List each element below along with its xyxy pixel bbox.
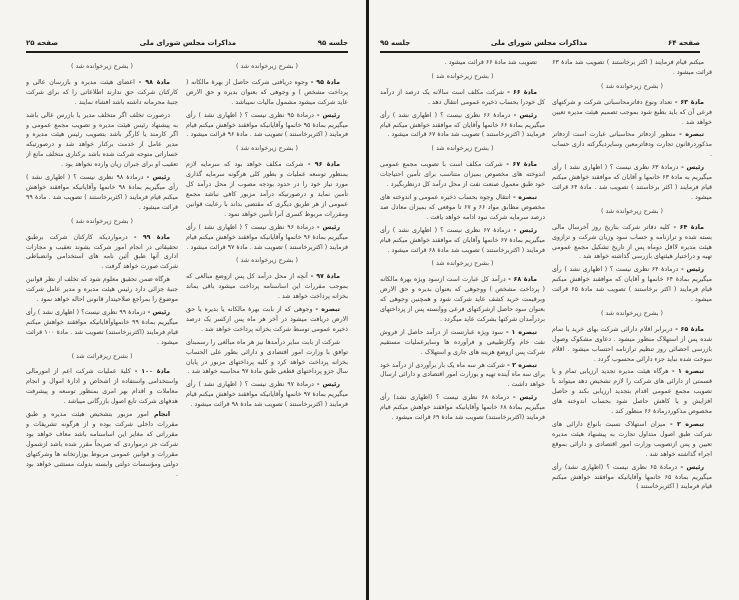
paragraph-text: کلیهٔ عملیات شرکت اعم از امورمالی واستخدامی واستفاده از اشخاص و ادارهٔ اموال و انجام معاملات و اقدام بهر امری بمنظور توسعه و پیشرفت هدفهای شرکت تابع اصول بازرگانی میباشد . [26,368,178,406]
header-rule [380,51,700,53]
right-page-column-right [552,58,712,588]
paragraph [552,463,712,493]
paragraph-lead: رئیس - [509,394,537,402]
paragraph [380,160,545,190]
paragraph-lead: تبصره ۱ - [668,368,705,376]
paragraph-text: دربرابر اقلام دارائی شرکت بهای خرید یا تمام شده پس از استهلاک منظور میشود . دعاوی مشکوک وصول بازرسی احصائی روز تنظیم ترازنامه احتساب میشود . اقلام سوخت شده نباید جزء دارائی محسوب گردد . [552,325,712,363]
paragraph [186,338,348,378]
paragraph-lead: مادهٔ ۶۳ - [672,98,705,106]
paragraph [380,328,545,358]
paragraph-text: امور مزبور بتشخیص هیئت مدیره و طبق مقررات داخلی شرکت بوده و از هرگونه تشریفات و مقرراتی که مغایر این اساسنامه باشد معاف خواهد بود شرکت جز درمواردی که صریحاً مقرر شده باشد ازشمول مقررات و قوانین عمومی مربوط بوزارتخانه ها وشرکتهای دولتی ومؤسسات دولتی وابسته بدولت مستثنی خواهد بود . [26,411,178,478]
paragraph [552,265,712,305]
right-page-column-left [380,58,545,588]
paragraph-text: شرکت مکلف است سالانه یک درصد از درآمد کل خودرا بحساب ذخیره عمومی انتقال دهد . [380,88,545,106]
paragraph-lead: رئیس - [145,308,170,316]
paragraph-text: شرکت مکلف خواهد بود که سرمایه لازم بمنظور توسعه عملیات و بطور کلی هرگونه سرمایه گذاری مورد نیاز خود را در حدود بودجه مصوب از محل درآمد کل تأمین نماید و درصورتیکه درآمد مزبور کافی نباشد مجمع عمومی از هر طریق دیگری که مقتضی بداند با رعایت قوانین ومقررات مربوط کسری آنرا تأمین خواهد نمود . [186,161,348,218]
paragraph-lead: رئیس - [313,381,340,389]
paragraph [26,233,178,273]
paragraph-text: درمادهٔ ۶۶ نظری نیست ؟ ( اظهاری نشد ) رأی میگیریم بمادهٔ ۶۶ خانمها وآقایان که موافقند خواهش میکنم قیام فرمایند ( اکثربرخاستند ) تصویب شد مادهٔ ۶۷ قرائت میشود . [380,111,545,139]
reading-note: ( بشرح زیرخوانده شد ) [236,63,298,70]
paragraph-lead: مادهٔ ۶۸ - [505,276,537,284]
paragraph-lead: تبصره ۱ - [503,328,538,336]
paragraph [26,367,178,407]
paragraph-text: درمادهٔ ۹۹ نظری نیست؟ ( اظهاری نشد ) رأی میگیریم بمادهٔ ۹۹ خانمهاوآقایانیکه موافقند خواهش میکنم قیام فرمایند (اکثربرخاستند) تصویب شد . مادهٔ ۱۰۰ قرائت میشود . [26,308,178,346]
paragraph-text: درمادهٔ ۶۴ نظری نیست ؟ ( اظهاری نشد ) رأی میگیریم بمادهٔ ۶۴ خانمها و آقایان که موافقند خواهش میکنم قیام فرمایند ( اکثر برخاستند ) تصویب شد مادهٔ ۶۵ قرائت میشود . [552,266,712,304]
paragraph [380,88,545,108]
paragraph [26,410,178,479]
left-page-session: جلسه ۹۵ [317,39,348,47]
left-page-column-right [186,58,348,588]
paragraph-lead: مادهٔ ۹۵ - [307,78,341,86]
paragraph-text: درمادهٔ ۹۸ نظری نیست ؟ ( اظهاری نشد ) رأی میگیریم بمادهٔ ۹۸ خانمها وآقایانیکه موافقند خواهش میکنم قیام فرمایند ( اکثربرخاستند ) تصویب شد . مادهٔ ۹۹ قرائت میشود . [26,174,178,211]
left-page-title: مذاکرات مجلس شورای ملی [139,39,237,47]
paragraph [380,275,545,325]
paragraph-lead: تبصره ۲ - [504,361,538,369]
left-page-number: صفحه ۲۵ [26,39,59,47]
paragraph [552,58,712,78]
paragraph-text: شرکت مکلف است با تصویب مجمع عمومی اندوخته های مخصوص بمیزان متناسب برای تأمین احتیاجات خود طبق معمول صنعت نفت از محل درآمد کل درنظربگیرد . [380,161,545,189]
paragraph [552,223,712,263]
paragraph [380,111,545,141]
paragraph [380,58,545,68]
reading-note: ( بشرح زیرخوانده شد ) [601,207,663,215]
paragraph-text: میزان استهلاک نسبت بانواع دارائی های شرکت طبق اصول متداول تجارت به پیشنهاد هیئت مدیره تعیین و پس ازتصویب وزارت امور اقتصادی و دارائی بموقع اجراء گذاشته خواهد شد . [552,421,712,458]
paragraph-lead: رئیس - [678,164,704,172]
paragraph-lead: مادهٔ ۹۶ - [303,161,340,169]
left-page-running-head [26,36,348,50]
paragraph [380,361,545,391]
paragraph-text: درمواردیکه کارکنان شرکت برطبق تحقیقاتی در انجام امور شرکت بشوند تعقیب و مجازات اداری آنها طبق آئین نامه های استخدامی وانضباطی شرکت صورت خواهد گرفت . [26,233,178,271]
paragraph-lead: تبصره ۲ - [665,421,705,428]
paragraph-lead: رئیس - [678,266,704,274]
reading-note: ( بشرح زیرخوانده شد ) [431,260,494,268]
paragraph-text: درصورت تخلف اگر متخلف مدیر یا بازرس عالی باشد به پیشنهاد رئیس هیئت مدیره و تصویب مجمع عمومی و اگر کارمند یا کارگر باشد بتصویب رئیس هیئت مدیره و مدیر عامل از خدمت برکنار خواهد شد و درصورتیکه خساراتی متوجه شرکت شده باشد برکناری متخلف مانع از تعقیب او برای جبران زیان وارده نخواهد بود . [26,111,178,169]
paragraph [186,78,348,108]
paragraph [26,78,178,108]
paragraph [186,272,348,302]
paragraph-lead: تبصره - [312,306,340,314]
paragraph [552,367,712,417]
paragraph [552,420,712,460]
paragraph [552,98,712,128]
paragraph-text: وجوهی که از بابت بهرهٔ مالکانه یا بدیره یا حق الارض دریافت میشود در آخر هر ماه پس ازکسر یک درصد ذخیره عمومی توسط شرکت بخزانه پرداخت خواهد شد . [186,306,348,333]
paragraph-text: تصویب شد مادهٔ ۶۶ قرائت میشود . [444,59,537,66]
reading-note: ( بشرح زیرخوانده شد ) [236,145,298,153]
paragraph [186,305,348,335]
paragraph [186,160,348,219]
reading-note: ( بشرح زیرخوانده شد ) [71,217,133,225]
reading-note: ( بشرح زیرقرائت شد ) [71,352,133,360]
paragraph-lead: رئیس - [313,111,340,119]
paragraph-text: درمادهٔ ۹۵ نظری نیست ؟ ( اظهاری نشد ) رأی میگیریم بمادهٔ ۹۵ خانمها وآقایانیکه موافقند خواهش میکنم قیام فرمایند ( اکثربرخاستند ) تصویب شد . مادهٔ ۹۶ قرائت میشود . [186,111,348,139]
paragraph-lead: رئیس - [510,226,537,234]
paragraph-lead: مادهٔ ۶۵ - [672,325,705,333]
paragraph-lead: مادهٔ ۹۸ - [134,78,170,86]
left-page-column-left [26,58,178,588]
paragraph-text: وجوه دریافتی شرکت حاصل از بهرهٔ مالکانه ( پرداخت مشخص ) و وجوهی که بعنوان بدیره و حق الارض عاید شرکت میشود مشمول مالیات نمیباشد . [186,78,348,106]
reading-note: ( بشرح زیرخوانده شد ) [601,82,663,90]
paragraph-text: میکنم قیام فرمایند ( اکثر برخاستند ) تصویب شد مادهٔ ۶۳ قرائت میشود . [552,59,712,76]
right-page-session: جلسه ۹۵ [380,39,411,47]
paragraph-lead: رئیس - [510,111,537,119]
header-rule [26,51,348,53]
paragraph-text: منظور ازدفاتر محاسباتی عبارت است ازدفاتر مذکوردرقانون تجارت ودفاترمعین وسایردیگرکنه داری حساب . [552,131,712,159]
paragraph-lead: مادهٔ ۱۰۰ - [130,368,171,376]
paragraph-lead: رئیس - [677,463,704,471]
paragraph-lead: مادهٔ ۹۷ - [307,273,340,281]
paragraph-text: درمادهٔ ۹۷ نظری نیست ؟ ( اظهاری نشد ) رأی میگیریم بمادهٔ ۹۷ خانمها وآقایانیکه موافقند خواهش میکنم قیام فرمایند ( اکثربرخاستند ) تصویب شد مادهٔ ۹۸ قرائت میشود . [186,381,348,409]
paragraph [552,130,712,160]
paragraph-text: کلیه دفاتر شرکت بتاریخ روز آخرسال مالی بسته شده و ترازنامه و حساب سود وزیان شرکت و ترازوی هیئت مدیره لااقل دوماه پس از تاریخ تشکیل مجمع عمومی تهیه و دراختیار هیئتهای بازرسی گذاشته خواهد شد . [552,223,712,261]
right-page-title: مذاکرات مجلس شورای ملی [490,39,588,47]
paragraph-text: هرگاه هیئت مدیره تجدید ارزیابی تمام و یا قسمتی از دارائی های شرکت را لازم تشخیص دهد میتواند با تصویب مجمع عمومی اقدام بتجدید ارزیابی بکند و حاصل افزایش و یا کاهش حاصل شود بحساب اندوخته های مخصوص مذکوردرمادهٔ ۶۶ منظور کند . [552,368,712,416]
paragraph-lead: مادهٔ ۶۴ - [670,223,705,231]
paragraph-text: درمادهٔ ۶۷ نظری نیست ؟ ( اظهاری نشد ) رأی میگیریم بمادهٔ ۶۷ خانمها وآقایان که موافقند خواهش میکنم قیام فرمایند ( اکثربرخاستند ) تصویب شد مادهٔ ۶۸ قرائت میشود . [380,226,545,254]
paragraph-text: درمادهٔ ۶۳ نظری نیست ؟ ( اظهاری نشد ) رأی میگیریم به مادهٔ ۶۳ خانمها و آقایان که موافقند خواهش میکنم قیام فرمایند ( اکثر برخاستند ) تصویب شد . مادهٔ ۶۴ قرائت میشود . [552,164,712,201]
paragraph [26,173,178,213]
paragraph [552,163,712,203]
paragraph-text: درمادهٔ ۶۵ نظری نیست ؟ (اظهاری نشد) رأی میگیریم بمادهٔ ۶۵ خانمها وآقایانیکه موافقند خواهش میکنم قیام فرمایند ( اکثربرخاستند ) [552,463,712,491]
reading-note: ( بشرح زیرخوانده شد ) [601,309,663,317]
paragraph-lead: تبصره - [675,131,704,139]
reading-note: ( بشرح زیرخوانده شد ) [431,145,494,153]
paragraph-lead: انجام [148,411,170,419]
paragraph-text: درآمد کل عبارت است ازسود ویژه بهرهٔ مالکانه ( پرداخت مشخص ) ووجوهی که بعنوان بدیره و حق الارض وبرقیمت خرید کشف عاید شرکت شود و همچنین وجوهی که بعنوان سود حاصل ازشرکتهای فرعی ووابسته پس از پرداختهای بردرآمدان شرکتها بشرکت عاید میگردد . [380,276,545,323]
paragraph-text: اعضای هیئت مدیره و بازرسان عالی و کارکنان شرکت حق ندارند اطلاعاتی را که برای شرکت جنبهٔ محرمانه داشته باشد افشاء نمایند . [26,78,178,106]
right-page-running-head [380,36,700,50]
reading-note: ( بشرح زیرخوانده شد ) [431,72,494,80]
paragraph-text: درمادهٔ ۹۶ نظری نیست ؟ ( اظهاری نشد ) رأی میگیریم بمادهٔ ۹۶ خانمها وآقایانیکه موافقند خواهش میکنم قیام فرمایند ( اکثربرخاستند ) تصویب شد . مادهٔ ۹۷ قرائت میشود . [186,223,348,251]
paragraph [552,325,712,365]
paragraph-lead: رئیس - [143,174,170,182]
paragraph-lead: مادهٔ ۹۹ - [127,233,171,241]
paragraph-lead: مادهٔ ۶۷ - [502,161,537,169]
paragraph-text: درمادهٔ ۶۸ نظری نیست ؟ (اظهاری نشد) رأی میگیریم بمادهٔ ۶۸ خانمها وآقایانیکه موافقند خواهش میکنم قیام فرمایند (اکثربرخاستند) تصویب شد مادهٔ ۶۹ قرائت میشود . [380,394,545,422]
paragraph [186,111,348,141]
paragraph-text: تعداد ونوع دفاترمحاسباتی شرکت و شرکتهای فرعی آن که باید بطبع شود بموجب تصمیم هیئت مدیره تعیین خواهد شد . [552,98,712,126]
reading-note: ( بشرح زیرخوانده شد ) [236,257,298,265]
paragraph [26,308,178,348]
page-divider-line [366,0,369,600]
paragraph [380,226,545,256]
paragraph [26,111,178,170]
paragraph-lead: تبصره - [510,193,537,201]
right-page [370,0,739,600]
right-page-number: صفحه ۶۴ [667,39,700,47]
paragraph-lead: مادهٔ ۶۶ - [504,88,538,96]
paragraph-text: هرگاه ضمن تحقیق معلوم شود که تخلف از نظر قوانین جنبهٔ جزائی دارد رئیس هیئت مدیره و مدیر عامل شرکت موضوع را بمراجع صلاحیتدار قانونی احاله خواهد نمود . [26,276,178,304]
paragraph-text: آنچه از محل درآمد کل پس ازوضع مبالغی که بموجب مقررات این اساسنامه پرداخت میشود باقی بماند بخزانه پرداخت خواهد شد . [186,273,348,301]
paragraph [186,223,348,253]
paragraph [186,380,348,410]
paragraph-text: انتقال وجوه بحساب ذخیره عمومی و اندوخته های مخصوص مطابق مواد ۶۶ و ۶۷ تا موقعی که بمیزان معادل صد درصد سرمایه شرکت نبود ادامه خواهد یافت . [380,193,545,221]
paragraph [26,275,178,305]
left-page [0,0,366,600]
paragraph-lead: رئیس - [313,223,340,231]
paragraph-text: شرکت هر سه ماه یک بار برآوردی از درآمد خود برای سه ماه آینده تهیه و بوزارت امور اقتصادی و دارائی ارسال خواهد داشت . [380,361,545,389]
reading-note: ( بشرح زیرخوانده شد ) [71,63,133,70]
paragraph [380,193,545,223]
paragraph-text: سود ویژه عبارتست از درآمد حاصل از فروش نفت خام وگازطبیعی و فرآورده ها وسایرعملیات مستقیم شرکت پس ازوضع هزینه های جاری و استهلاک . [380,328,545,356]
paragraph-text: شرکت از بابت سایر درآمدها نیز هر ماه مبالغی را رسمبنای توافق با وزارت امور اقتصادی و دارائی بطور علی الحساب بخزانه پرداخت خواهد کرد و کلیه پرداختهای مزبور در پایان سال جزو پرداختهای قطعی طبق مادهٔ ۹۷ محاسبه خواهد شد . [186,338,348,376]
paragraph [380,393,545,423]
